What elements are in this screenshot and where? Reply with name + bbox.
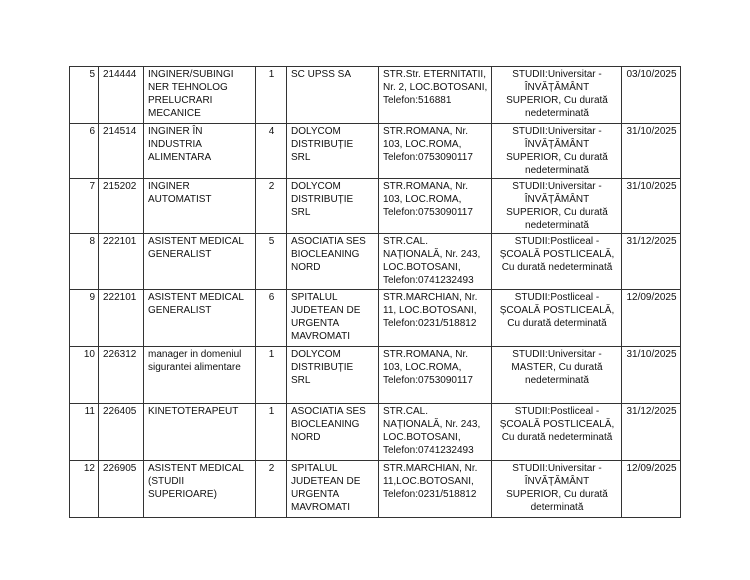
valid-until-date: 12/09/2025 (622, 290, 681, 347)
cor-code: 226312 (99, 347, 144, 404)
cor-code: 214444 (99, 67, 144, 124)
positions-count: 5 (256, 234, 287, 290)
employer: SPITALUL JUDETEAN DE URGENTA MAVROMATI (287, 290, 379, 347)
occupation: ASISTENT MEDICAL GENERALIST (144, 290, 256, 347)
employer-address: STR.ROMANA, Nr. 103, LOC.ROMA, Telefon:0753090117 (379, 124, 492, 179)
table-row (70, 347, 681, 404)
studies-requirement: STUDII:Universitar - ÎNVĂȚĂMÂNT SUPERIOR, Cu durată nedeterminată (492, 67, 622, 124)
positions-count: 2 (256, 179, 287, 234)
employer-address: STR.CAL. NAȚIONALĂ, Nr. 243, LOC.BOTOSANI, Telefon:0741232493 (379, 234, 492, 290)
studies-requirement: STUDII:Universitar - MASTER, Cu durată nedeterminată (492, 347, 622, 404)
cor-code: 214514 (99, 124, 144, 179)
cor-code: 215202 (99, 179, 144, 234)
occupation: INGINER/SUBINGI NER TEHNOLOG PRELUCRARI MECANICE (144, 67, 256, 124)
occupation: INGINER ÎN INDUSTRIA ALIMENTARA (144, 124, 256, 179)
positions-count: 4 (256, 124, 287, 179)
positions-count: 6 (256, 290, 287, 347)
row-number: 8 (70, 234, 99, 290)
studies-requirement: STUDII:Postliceal - ȘCOALĂ POSTLICEALĂ, Cu durată nedeterminată (492, 234, 622, 290)
valid-until-date: 12/09/2025 (622, 461, 681, 518)
table-row (70, 461, 681, 518)
employer: SC UPSS SA (287, 67, 379, 124)
occupation: ASISTENT MEDICAL (STUDII SUPERIOARE) (144, 461, 256, 518)
row-number: 12 (70, 461, 99, 518)
table-row (70, 124, 681, 179)
job-vacancies-table (69, 66, 681, 518)
employer: DOLYCOM DISTRIBUȚIE SRL (287, 179, 379, 234)
positions-count: 2 (256, 461, 287, 518)
occupation: KINETOTERAPEUT (144, 404, 256, 461)
row-number: 11 (70, 404, 99, 461)
occupation: ASISTENT MEDICAL GENERALIST (144, 234, 256, 290)
employer: DOLYCOM DISTRIBUȚIE SRL (287, 347, 379, 404)
occupation: manager in domeniul sigurantei alimentare (144, 347, 256, 404)
valid-until-date: 31/10/2025 (622, 347, 681, 404)
employer-address: STR.ROMANA, Nr. 103, LOC.ROMA, Telefon:0753090117 (379, 179, 492, 234)
studies-requirement: STUDII:Postliceal - ȘCOALĂ POSTLICEALĂ, Cu durată determinată (492, 290, 622, 347)
studies-requirement: STUDII:Universitar - ÎNVĂȚĂMÂNT SUPERIOR, Cu durată nedeterminată (492, 124, 622, 179)
positions-count: 1 (256, 347, 287, 404)
studies-requirement: STUDII:Universitar - ÎNVĂȚĂMÂNT SUPERIOR, Cu durată nedeterminată (492, 179, 622, 234)
employer: ASOCIATIA SES BIOCLEANING NORD (287, 404, 379, 461)
cor-code: 226405 (99, 404, 144, 461)
studies-requirement: STUDII:Universitar - ÎNVĂȚĂMÂNT SUPERIOR, Cu durată determinată (492, 461, 622, 518)
valid-until-date: 31/10/2025 (622, 124, 681, 179)
employer: SPITALUL JUDETEAN DE URGENTA MAVROMATI (287, 461, 379, 518)
valid-until-date: 31/12/2025 (622, 234, 681, 290)
row-number: 7 (70, 179, 99, 234)
table-row (70, 179, 681, 234)
row-number: 5 (70, 67, 99, 124)
occupation: INGINER AUTOMATIST (144, 179, 256, 234)
row-number: 10 (70, 347, 99, 404)
table-row (70, 290, 681, 347)
row-number: 9 (70, 290, 99, 347)
positions-count: 1 (256, 404, 287, 461)
positions-count: 1 (256, 67, 287, 124)
employer-address: STR.Str. ETERNITATII, Nr. 2, LOC.BOTOSANI, Telefon:516881 (379, 67, 492, 124)
valid-until-date: 03/10/2025 (622, 67, 681, 124)
cor-code: 226905 (99, 461, 144, 518)
employer: DOLYCOM DISTRIBUȚIE SRL (287, 124, 379, 179)
table-row (70, 234, 681, 290)
cor-code: 222101 (99, 234, 144, 290)
valid-until-date: 31/12/2025 (622, 404, 681, 461)
employer-address: STR.ROMANA, Nr. 103, LOC.ROMA, Telefon:0753090117 (379, 347, 492, 404)
employer-address: STR.MARCHIAN, Nr. 11, LOC.BOTOSANI, Telefon:0231/518812 (379, 290, 492, 347)
employer-address: STR.MARCHIAN, Nr. 11,LOC.BOTOSANI, Telefon:0231/518812 (379, 461, 492, 518)
employer-address: STR.CAL. NAȚIONALĂ, Nr. 243, LOC.BOTOSANI, Telefon:0741232493 (379, 404, 492, 461)
cor-code: 222101 (99, 290, 144, 347)
employer: ASOCIATIA SES BIOCLEANING NORD (287, 234, 379, 290)
valid-until-date: 31/10/2025 (622, 179, 681, 234)
studies-requirement: STUDII:Postliceal - ȘCOALĂ POSTLICEALĂ, Cu durată nedeterminată (492, 404, 622, 461)
table-row (70, 404, 681, 461)
table-row (70, 67, 681, 124)
row-number: 6 (70, 124, 99, 179)
